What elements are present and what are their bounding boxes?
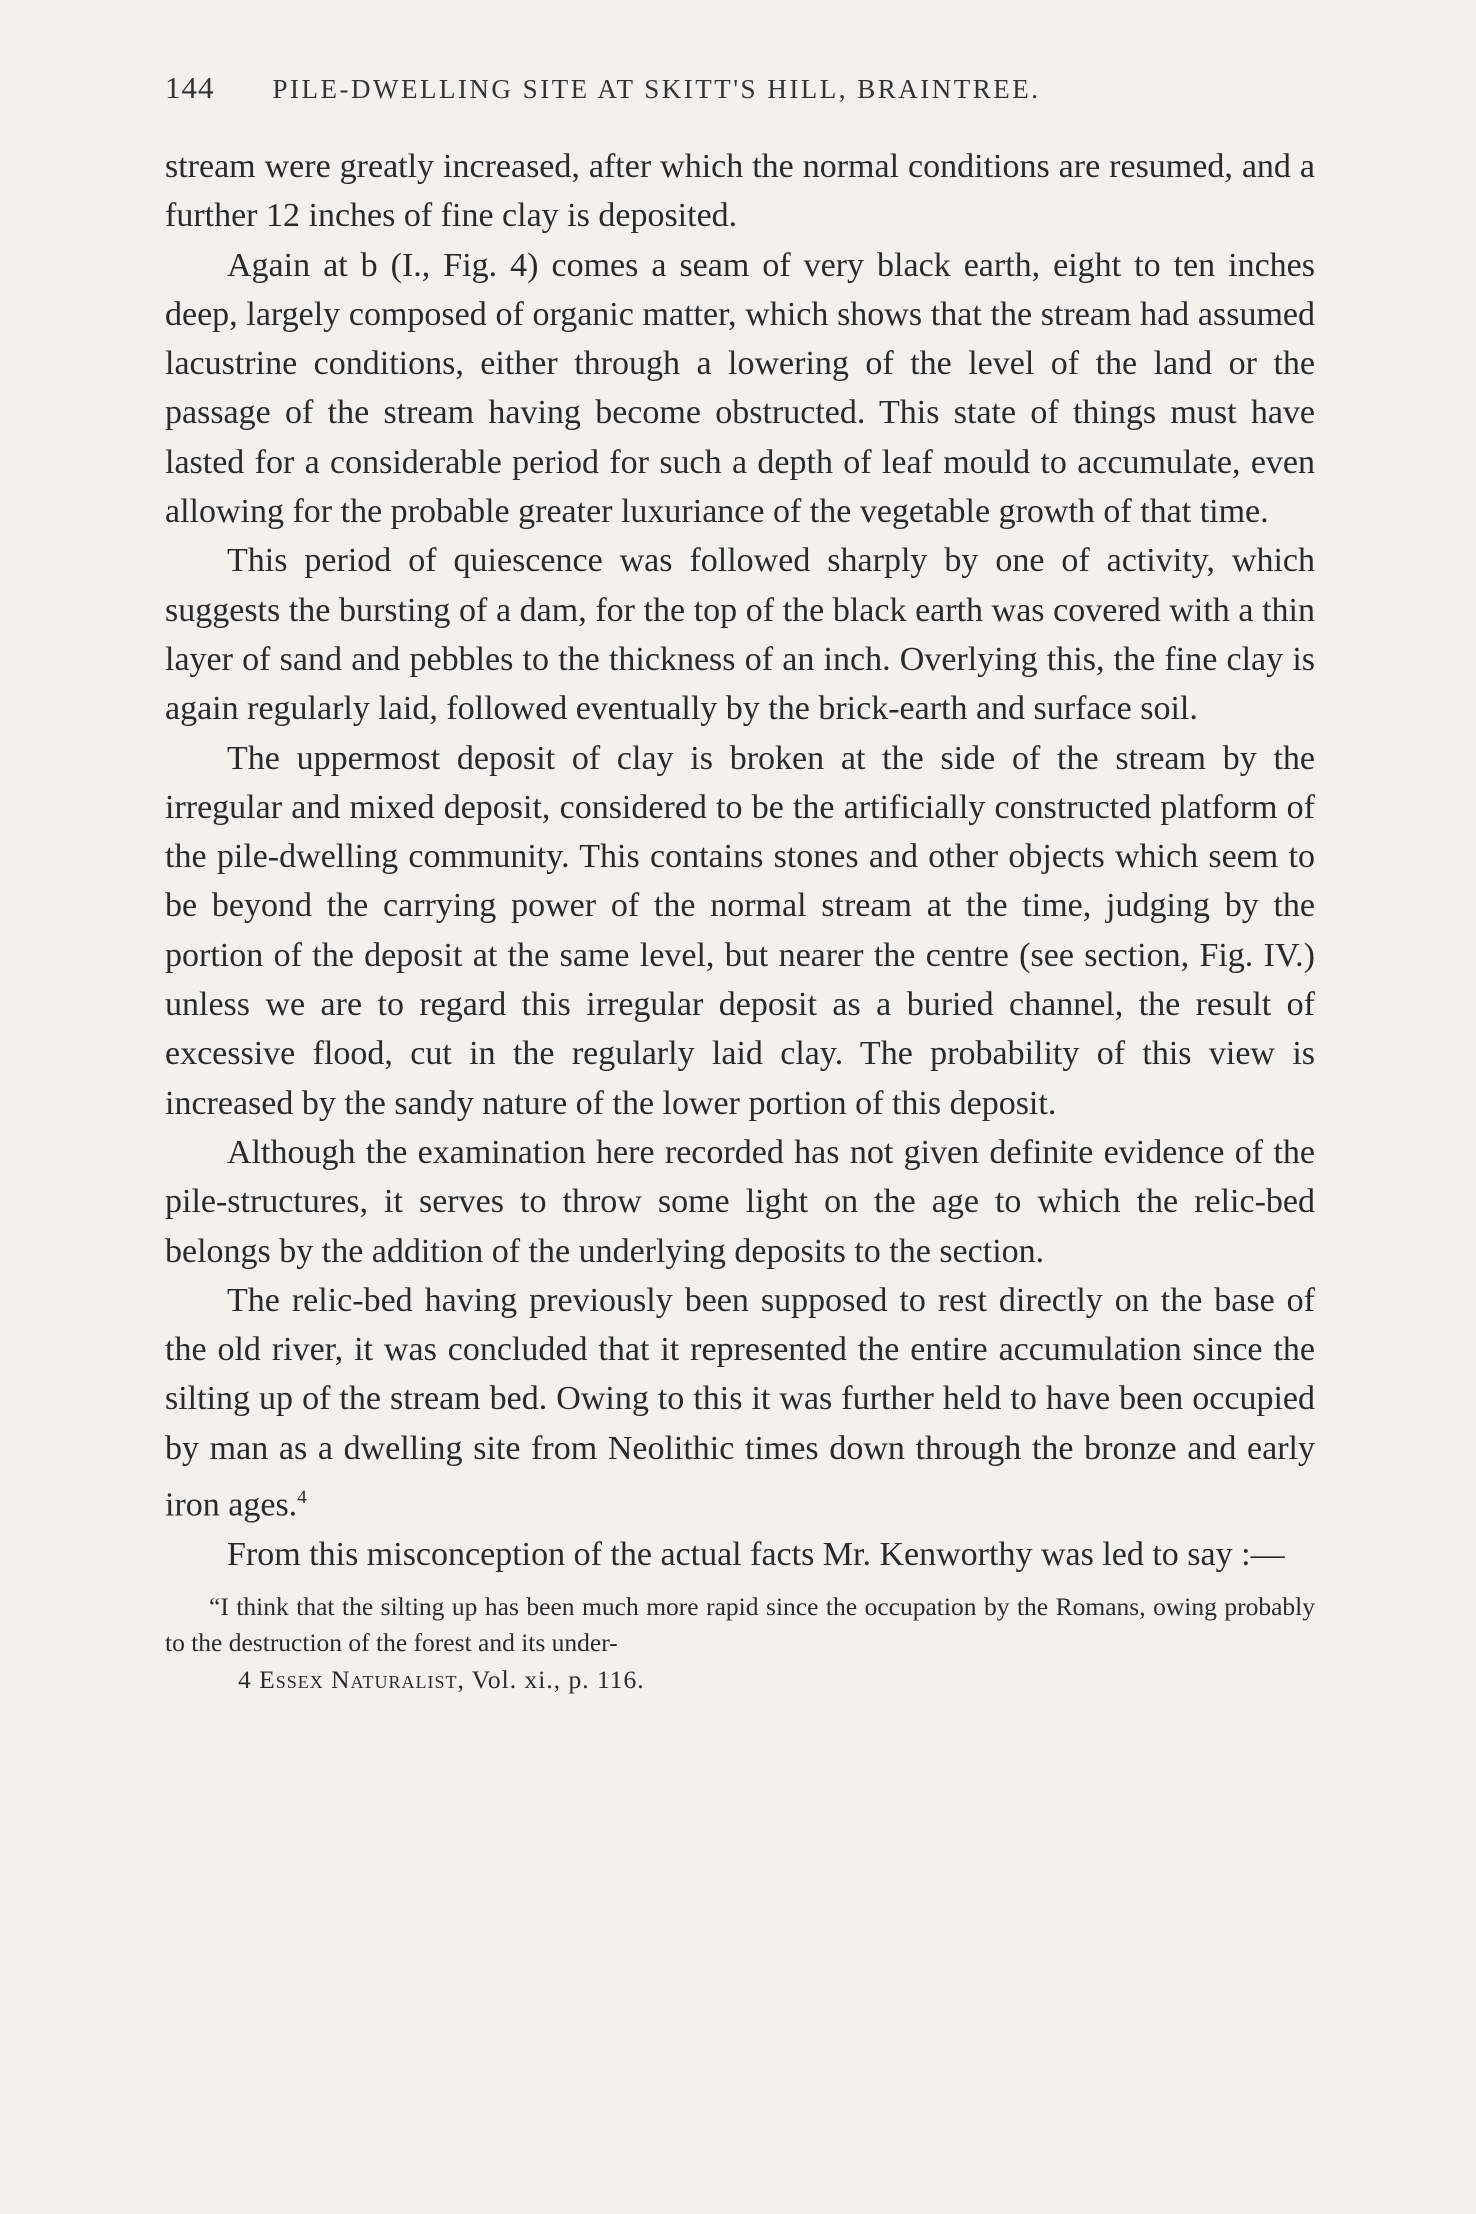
paragraph: The uppermost deposit of clay is broken at the side of the stream by the irregular and mixed deposit, considered to be the artificially constructed platform of the pile-dwelling community. This contains stones and other objects which seem to be beyond the carrying power of the normal stream at the time, judging by the portion of the deposit at the same level, but nearer the centre (see section, Fig. IV.) unless we are to regard this irregular deposit as a buried channel, the result of excessive flood, cut in the regularly laid clay. The probability of this view is increased by the sandy nature of the lower portion of this deposit. <box>165 739 1315 1122</box>
footnote-number: 4 <box>238 1664 252 1694</box>
paragraph-with-footnote <box>165 1276 1315 1530</box>
footnote-journal: Essex Naturalist <box>259 1664 458 1694</box>
page <box>165 70 1315 1698</box>
block-quote: “I think that the silting up has been much more rapid since the occupation by the Romans, owing probably to the destruction of the forest and its under- <box>165 1591 1315 1658</box>
running-title: PILE-DWELLING SITE AT SKITT'S HILL, BRAINTREE. <box>272 74 1041 104</box>
body-text <box>165 142 1315 1579</box>
running-header <box>165 70 1315 106</box>
footnote-area <box>165 1589 1315 1699</box>
page-number: 144 <box>165 70 215 105</box>
paragraph: From this misconception of the actual facts Mr. Kenworthy was led to say :— <box>227 1535 1285 1573</box>
paragraph-text: The relic-bed having previously been supposed to rest directly on the base of the old river, it was concluded that it represented the entire accumulation since the silting up of the stream bed. Owing to this it was further held to have been occupied by man as a dwelling site from Neolithic times down through the bronze and early iron ages. <box>165 1281 1315 1524</box>
paragraph: Although the examination here recorded has not given definite evidence of the pile-structures, it serves to throw some light on the age to which the relic-bed belongs by the addition of the underlying deposits to the section. <box>165 1133 1315 1270</box>
paragraph: This period of quiescence was followed sharply by one of activity, which suggests the bursting of a dam, for the top of the black earth was covered with a thin layer of sand and pebbles to the thickness of an inch. Overlying this, the fine clay is again regularly laid, followed eventually by the brick-earth and surface soil. <box>165 542 1315 728</box>
footnote-reference: , Vol. xi., p. 116. <box>457 1664 645 1694</box>
footnote <box>165 1662 1315 1699</box>
paragraph-continued: stream were greatly increased, after which the normal conditions are resumed, and a further 12 inches of fine clay is deposited. <box>165 148 1315 235</box>
footnote-marker: 4 <box>297 1487 307 1509</box>
paragraph: Again at b (I., Fig. 4) comes a seam of very black earth, eight to ten inches deep, largely composed of organic matter, which shows that the stream had assumed lacustrine conditions, either through a lowering of the level of the land or the passage of the stream having become obstructed. This state of things must have lasted for a considerable period for such a depth of leaf mould to accumulate, even allowing for the probable greater luxuriance of the vegetable growth of that time. <box>165 246 1315 531</box>
